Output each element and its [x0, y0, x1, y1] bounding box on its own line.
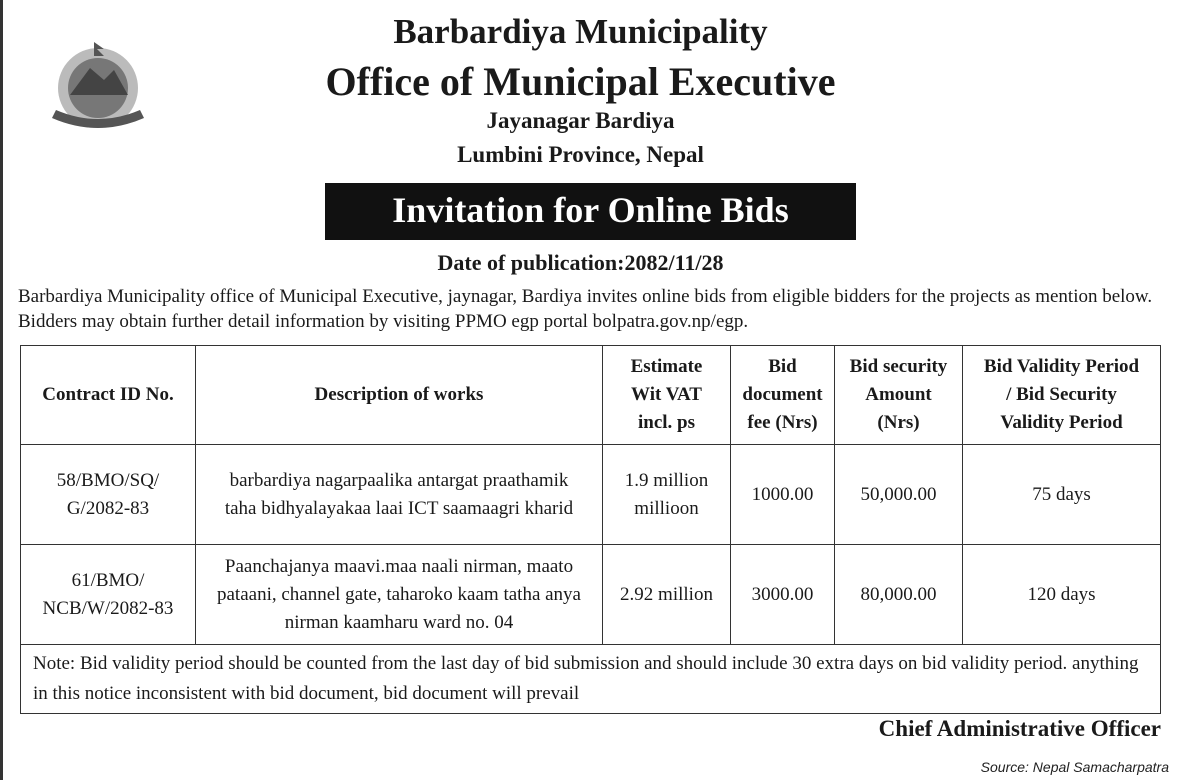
- notice-title: Invitation for Online Bids: [325, 183, 856, 240]
- table-header-row: [21, 346, 1161, 445]
- description: barbardiya nagarpaalika antargat praathamik taha bidhyalayakaa laai ICT saamaagri kharid: [196, 445, 603, 545]
- description: Paanchajanya maavi.maa naali nirman, maato pataani, channel gate, taharoko kaam tatha anya nirman kaamharu ward no. 04: [196, 545, 603, 645]
- doc-fee: 3000.00: [731, 545, 835, 645]
- location: Jayanagar Bardiya: [486, 108, 675, 133]
- source-credit: Source: Nepal Samacharpatra: [980, 759, 1169, 775]
- header-description: Description of works: [196, 346, 603, 445]
- header-security: Bid security Amount (Nrs): [835, 346, 963, 445]
- note-row: [21, 645, 1161, 714]
- security-amount: 80,000.00: [835, 545, 963, 645]
- publication-date: Date of publication:2082/11/28: [437, 250, 724, 275]
- contract-id: 61/BMO/ NCB/W/2082-83: [21, 545, 196, 645]
- intro-text: Barbardiya Municipality office of Municipal Executive, jaynagar, Bardiya invites online bids from eligible bidders for the projects as mention below. Bidders may obtain further detail information by visiting PPMO egp portal bolpatra.gov.np/egp.: [18, 286, 1153, 332]
- header-validity: Bid Validity Period / Bid Security Validity Period: [963, 346, 1161, 445]
- header-estimate: Estimate Wit VAT incl. ps: [603, 346, 731, 445]
- validity: 75 days: [963, 445, 1161, 545]
- validity: 120 days: [963, 545, 1161, 645]
- estimate: 2.92 million: [603, 545, 731, 645]
- signature: Chief Administrative Officer: [878, 716, 1161, 741]
- table-row: [21, 445, 1161, 545]
- office-name: Office of Municipal Executive: [325, 59, 836, 104]
- bids-table: [20, 345, 1161, 714]
- doc-fee: 1000.00: [731, 445, 835, 545]
- table-row: [21, 545, 1161, 645]
- estimate: 1.9 million millioon: [603, 445, 731, 545]
- security-amount: 50,000.00: [835, 445, 963, 545]
- contract-id: 58/BMO/SQ/ G/2082-83: [21, 445, 196, 545]
- header-contract-id: Contract ID No.: [21, 346, 196, 445]
- header-doc-fee: Bid document fee (Nrs): [731, 346, 835, 445]
- org-name: Barbardiya Municipality: [393, 12, 768, 51]
- province: Lumbini Province, Nepal: [457, 142, 704, 167]
- note-text: Note: Bid validity period should be counted from the last day of bid submission and should include 30 extra days on bid validity period. anything in this notice inconsistent with bid document, bid document will prevail: [21, 645, 1161, 714]
